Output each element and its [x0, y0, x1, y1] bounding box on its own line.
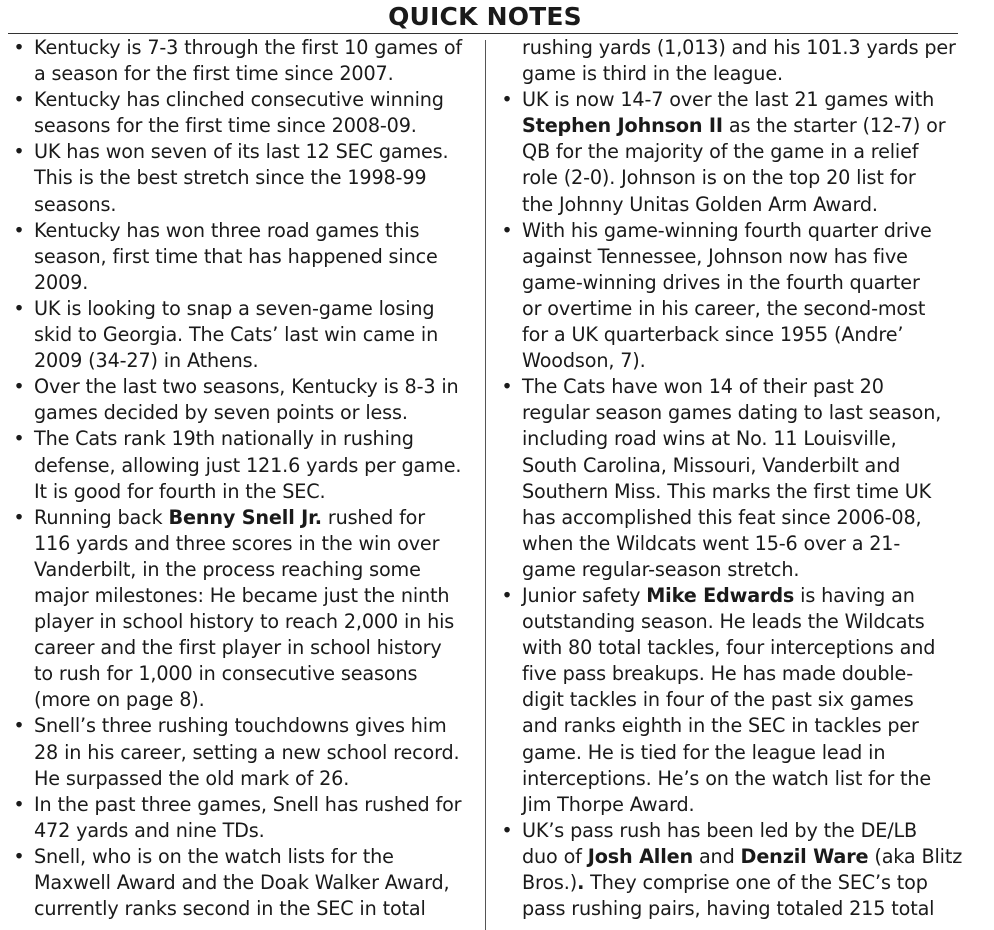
note-line: Snell, who is on the watch lists for the	[34, 844, 394, 868]
note-line: for a UK quarterback since 1955 (Andre’	[522, 323, 904, 347]
note-item	[12, 139, 472, 217]
bold-name: Denzil Ware	[740, 844, 869, 868]
note-line: season, first time that has happened since	[34, 244, 438, 268]
note-line: interceptions. He’s on the watch list for the	[522, 766, 932, 790]
note-line: Southern Miss. This marks the first time UK	[522, 479, 932, 503]
note-line: including road wins at No. 11 Louisville,	[522, 427, 897, 451]
bullet-icon: •	[501, 375, 513, 399]
bullet-icon: •	[501, 583, 513, 607]
left-column	[12, 35, 472, 922]
note-item	[12, 87, 472, 139]
right-column	[500, 35, 964, 922]
note-line: UK’s pass rush has been led by the DE/LB	[522, 818, 918, 842]
note-line: pass rushing pairs, having totaled 215 total	[522, 897, 935, 921]
note-item	[500, 374, 964, 583]
note-line: player in school history to reach 2,000 in his	[34, 610, 455, 634]
note-item	[500, 583, 964, 818]
bold-name: Stephen Johnson II	[522, 114, 723, 138]
note-line: Woodson, 7).	[522, 349, 646, 373]
note-line: 2009 (34-27) in Athens.	[34, 349, 259, 373]
note-line: Stephen Johnson II as the starter (12-7) or	[522, 114, 946, 138]
note-line: This is the best stretch since the 1998-99	[34, 166, 427, 190]
bold-name: Benny Snell Jr.	[168, 505, 322, 529]
note-line: rushing yards (1,013) and his 101.3 yards per	[522, 36, 956, 59]
note-line: (more on page 8).	[34, 688, 205, 712]
bullet-icon: •	[501, 88, 513, 112]
note-line: 116 yards and three scores in the win over	[34, 531, 440, 555]
note-line: against Tennessee, Johnson now has five	[522, 244, 908, 268]
note-item	[12, 218, 472, 296]
note-line: Kentucky has won three road games this	[34, 218, 420, 242]
note-line: to rush for 1,000 in consecutive seasons	[34, 662, 418, 686]
bullet-icon: •	[13, 375, 25, 399]
bold-name: Josh Allen	[587, 844, 693, 868]
note-line: The Cats have won 14 of their past 20	[522, 375, 884, 399]
note-line: five pass breakups. He has made double-	[522, 662, 913, 686]
note-item	[12, 713, 472, 791]
note-line: It is good for fourth in the SEC.	[34, 479, 326, 503]
note-line: Kentucky is 7-3 through the first 10 games of	[34, 36, 463, 59]
note-item	[12, 296, 472, 374]
bold-name: Mike Edwards	[646, 583, 795, 607]
note-line: QB for the majority of the game in a relief	[522, 140, 919, 164]
bullet-icon: •	[13, 427, 25, 451]
note-line: digit tackles in four of the past six games	[522, 688, 914, 712]
note-line: UK is now 14-7 over the last 21 games with	[522, 88, 935, 112]
note-line: game regular-season stretch.	[522, 557, 800, 581]
note-line: or overtime in his career, the second-most	[522, 296, 926, 320]
note-line: skid to Georgia. The Cats’ last win came in	[34, 323, 439, 347]
bullet-icon: •	[13, 714, 25, 738]
note-line: seasons for the first time since 2008-09.	[34, 114, 417, 138]
note-line: Junior safety Mike Edwards is having an	[522, 583, 915, 607]
note-item	[12, 505, 472, 714]
note-line: regular season games dating to last season,	[522, 401, 942, 425]
bullet-icon: •	[13, 36, 25, 59]
page-title: QUICK NOTES	[388, 2, 582, 31]
bullet-icon: •	[13, 140, 25, 164]
note-line: game is third in the league.	[522, 62, 783, 86]
note-line: defense, allowing just 121.6 yards per game.	[34, 453, 462, 477]
notes-list-left	[12, 35, 472, 922]
note-line: games decided by seven points or less.	[34, 401, 408, 425]
bullet-icon: •	[13, 88, 25, 112]
note-line: UK has won seven of its last 12 SEC games.	[34, 140, 449, 164]
note-item	[500, 218, 964, 375]
note-line: The Cats rank 19th nationally in rushing	[34, 427, 414, 451]
note-line: has accomplished this feat since 2006-08,	[522, 505, 922, 529]
note-item	[12, 374, 472, 426]
note-line: outstanding season. He leads the Wildcats	[522, 610, 925, 634]
column-divider	[485, 40, 486, 930]
note-line: role (2-0). Johnson is on the top 20 list for	[522, 166, 916, 190]
note-line: South Carolina, Missouri, Vanderbilt and	[522, 453, 901, 477]
note-line: game-winning drives in the fourth quarter	[522, 270, 920, 294]
note-line: seasons.	[34, 192, 117, 216]
note-line: Kentucky has clinched consecutive winning	[34, 88, 444, 112]
note-line: 28 in his career, setting a new school record.	[34, 740, 460, 764]
note-line: the Johnny Unitas Golden Arm Award.	[522, 192, 878, 216]
bullet-icon: •	[13, 296, 25, 320]
note-line: major milestones: He became just the ninth	[34, 583, 450, 607]
note-line: 472 yards and nine TDs.	[34, 818, 265, 842]
notes-list-right	[500, 35, 964, 922]
note-line: In the past three games, Snell has rushed for	[34, 792, 462, 816]
note-line: career and the first player in school history	[34, 636, 442, 660]
note-line: Running back Benny Snell Jr. rushed for	[34, 505, 425, 529]
note-line: UK is looking to snap a seven-game losing	[34, 296, 435, 320]
title-rule	[8, 33, 958, 34]
bullet-icon: •	[13, 792, 25, 816]
note-item	[500, 818, 964, 922]
note-line: He surpassed the old mark of 26.	[34, 766, 350, 790]
note-line: and ranks eighth in the SEC in tackles per	[522, 714, 919, 738]
bullet-icon: •	[501, 818, 513, 842]
note-item	[12, 35, 472, 87]
note-line: duo of Josh Allen and Denzil Ware (aka Blitz	[522, 844, 963, 868]
note-item	[500, 87, 964, 217]
note-line: with 80 total tackles, four interceptions and	[522, 636, 936, 660]
note-item	[12, 844, 472, 922]
note-line: game. He is tied for the league lead in	[522, 740, 886, 764]
bullet-icon: •	[13, 218, 25, 242]
note-item	[12, 426, 472, 504]
note-line: Over the last two seasons, Kentucky is 8-3 in	[34, 375, 459, 399]
note-line: Maxwell Award and the Doak Walker Award,	[34, 871, 450, 894]
note-line: a season for the first time since 2007.	[34, 62, 394, 86]
note-item-continued	[500, 35, 964, 87]
bullet-icon: •	[13, 505, 25, 529]
note-line: when the Wildcats went 15-6 over a 21-	[522, 531, 901, 555]
bullet-icon: •	[13, 844, 25, 868]
bold-name: .	[577, 871, 585, 894]
note-line: 2009.	[34, 270, 89, 294]
note-line: Snell’s three rushing touchdowns gives him	[34, 714, 447, 738]
note-line: Vanderbilt, in the process reaching some	[34, 557, 421, 581]
bullet-icon: •	[501, 218, 513, 242]
note-line: With his game-winning fourth quarter drive	[522, 218, 932, 242]
note-item	[12, 792, 472, 844]
note-line: Jim Thorpe Award.	[522, 792, 695, 816]
note-line: Bros.). They comprise one of the SEC’s top	[522, 871, 928, 894]
note-line: currently ranks second in the SEC in total	[34, 897, 426, 921]
